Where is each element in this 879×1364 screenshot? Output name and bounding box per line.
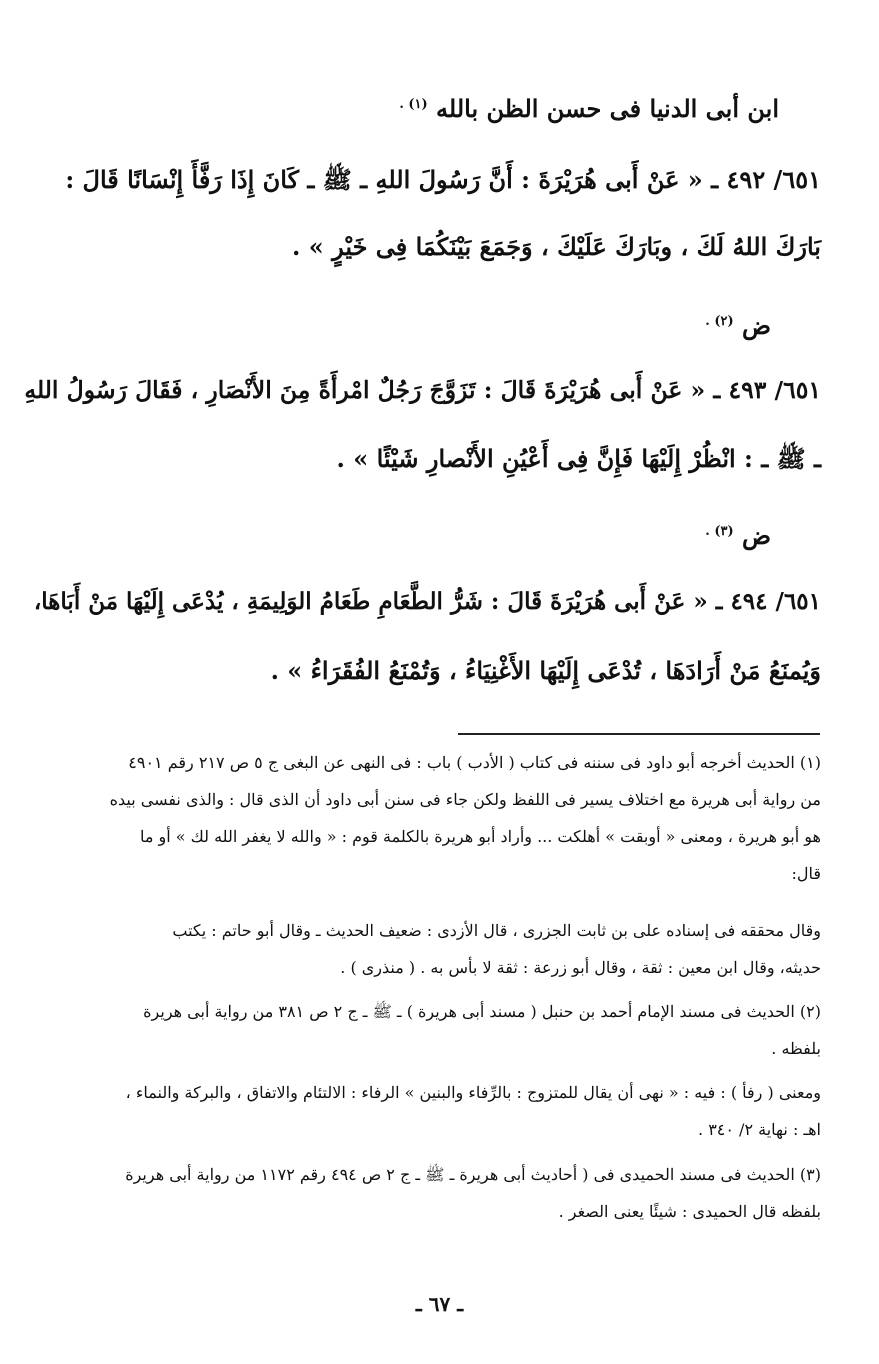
page-number: ـ ٦٧ ـ [415, 1292, 464, 1316]
footnote-2-line-2: بلفظه . [771, 1039, 821, 1058]
footnote-ref-2: (٢) . [705, 314, 734, 329]
footnote-1-line-6: حديثه، وقال ابن معين : ثقة ، وقال أبو زرعة : ثقة لا بأس به . ( منذرى ) . [340, 958, 821, 977]
footnote-2-line-1: (٢) الحديث فى مسند الإمام أحمد بن حنبل ( مسند أبى هريرة ) ـ ﷺ ـ ج ٢ ص ٣٨١ من رواية أبى هريرة [143, 1002, 821, 1021]
hadith-492-line-1: ٦٥١/ ٤٩٢ ـ « عَنْ أَبى هُرَيْرَةَ : أَنَّ رَسُولَ اللهِ ـ ﷺ ـ كَانَ إِذَا رَفَّأَ إِنْسَانًا قَالَ : [65, 165, 821, 194]
footnote-1-line-2: من رواية أبى هريرة مع اختلاف يسير فى اللفظ ولكن جاء فى سنن أبى داود أن الذى قال : والذى نفسى بيده [109, 790, 821, 809]
footnote-3-line-2: بلفظه قال الحميدى : شيئًا يعنى الصغر . [558, 1202, 821, 1221]
grade-492-line [705, 311, 771, 340]
hadith-493-line-2: ـ ﷺ ـ : انْظُرْ إِلَيْهَا فَإِنَّ فِى أَعْيُنِ الأَنْصارِ شَيْئًا » . [336, 444, 821, 473]
footnote-1-line-1: (١) الحديث أخرجه أبو داود فى سننه فى كتاب ( الأدب ) باب : فى النهى عن البغى ج ٥ ص ٢١٧ رقم ٤٩٠١ [128, 753, 821, 772]
footnote-ref-1: (١) . [399, 97, 428, 112]
footnote-separator [458, 733, 820, 735]
footnote-ref-3: (٣) . [705, 524, 734, 539]
grade-492: ض [741, 311, 771, 340]
footnote-2-line-3: ومعنى ( رفأ ) : فيه : « نهى أن يقال للمتزوج : بالرِّفاء والبنين » الرفاء : الالتئام والاتفاق ، والبركة والنماء ، [125, 1083, 821, 1102]
grade-493: ض [741, 521, 771, 550]
intro-text: ابن أبى الدنيا فى حسن الظن بالله [436, 94, 779, 123]
intro-line [399, 94, 779, 123]
footnote-1-line-5: وقال محققه فى إسناده على بن ثابت الجزرى ، قال الأزدى : ضعيف الحديث ـ وقال أبو حاتم : يكتب [172, 921, 821, 940]
hadith-493-line-1: ٦٥١/ ٤٩٣ ـ « عَنْ أَبى هُرَيْرَةَ قَالَ : تَزَوَّجَ رَجُلٌ امْرأَةً مِنَ الأَنْصَارِ ، فَقَالَ رَسُولُ اللهِ [24, 376, 821, 404]
hadith-492-line-2: بَارَكَ اللهُ لَكَ ، وبَارَكَ عَلَيْكَ ، وَجَمَعَ بَيْنَكُمَا فِى خَيْرٍ » . [292, 232, 821, 261]
footnote-2-line-4: اهـ : نهاية ٢/ ٣٤٠ . [698, 1120, 821, 1139]
hadith-494-line-2: وَيُمنَعُ مَنْ أَرَادَهَا ، تُدْعَى إِلَيْهَا الأَغْنِيَاءُ ، وَتُمْنَعُ الفُقَرَاءُ » . [270, 656, 821, 685]
grade-493-line [705, 521, 771, 550]
footnote-3-line-1: (٣) الحديث فى مسند الحميدى فى ( أحاديث أبى هريرة ـ ﷺ ـ ج ٢ ص ٤٩٤ رقم ١١٧٢ من رواية أبى هريرة [125, 1165, 821, 1184]
footnote-1-line-4: قال: [791, 864, 821, 883]
footnote-1-line-3: هو أبو هريرة ، ومعنى « أوبقت » أهلكت ... وأراد أبو هريرة بالكلمة قوم : « والله لا يغفر الله لك » أو ما [139, 827, 821, 846]
hadith-494-line-1: ٦٥١/ ٤٩٤ ـ « عَنْ أَبى هُرَيْرَةَ قَالَ : شَرُّ الطَّعَامِ طَعَامُ الوَلِيمَةِ ، يُدْعَى إِلَيْهَا مَنْ أَبَاهَا، [33, 588, 821, 615]
